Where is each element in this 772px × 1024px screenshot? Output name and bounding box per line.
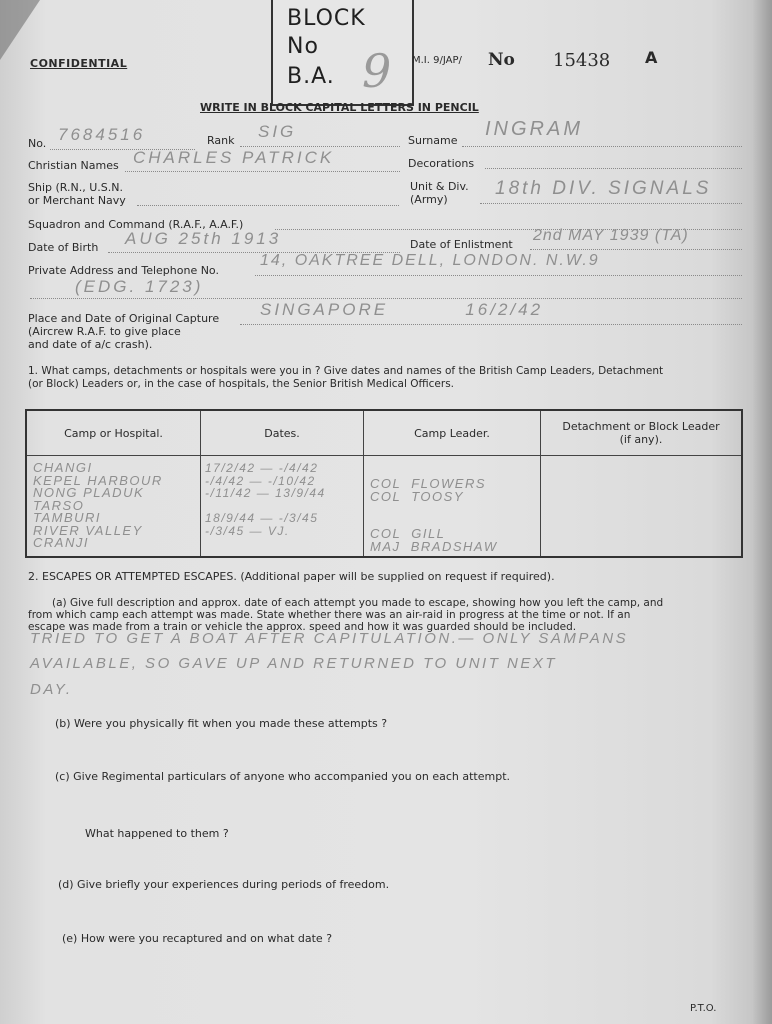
table-header-row bbox=[26, 410, 742, 456]
christian-names-value: CHARLES PATRICK bbox=[133, 148, 335, 167]
pto-label: P.T.O. bbox=[690, 1003, 717, 1014]
dob-value: AUG 25th 1913 bbox=[125, 229, 282, 248]
q1-text-2: (or Block) Leaders or, in the case of hospitals, the Senior British Medical Officers. bbox=[28, 378, 455, 390]
surname-line bbox=[462, 146, 742, 147]
dob-label: Date of Birth bbox=[28, 241, 99, 254]
address-value-2: (EDG. 1723) bbox=[75, 277, 204, 296]
unit-line bbox=[480, 203, 742, 204]
capture-line bbox=[240, 324, 742, 325]
ship-label-1: Ship (R.N., U.S.N. bbox=[28, 181, 123, 194]
unit-label-2: (Army) bbox=[410, 193, 448, 206]
capture-label-1: Place and Date of Original Capture bbox=[28, 312, 220, 325]
rank-value: SIG bbox=[258, 122, 297, 141]
ship-line bbox=[137, 205, 399, 206]
q2a-answer-2: AVAILABLE, SO GAVE UP AND RETURNED TO UNIT NEXT bbox=[30, 655, 558, 672]
confidential-label: CONFIDENTIAL bbox=[30, 57, 128, 70]
camps-table bbox=[25, 409, 743, 558]
unit-label-1: Unit & Div. bbox=[410, 180, 469, 193]
q2b-text: (b) Were you physically fit when you made these attempts ? bbox=[55, 717, 388, 730]
table-row bbox=[26, 456, 742, 558]
leaders-value: COL FLOWERS COL TOOSY COL GILL MAJ BRADSHAW bbox=[370, 476, 498, 554]
squadron-label: Squadron and Command (R.A.F., A.A.F.) bbox=[28, 218, 244, 231]
rank-label: Rank bbox=[207, 134, 235, 147]
address-value-1: 14, OAKTREE DELL, LONDON. N.W.9 bbox=[260, 252, 600, 269]
rank-line bbox=[240, 146, 400, 147]
q2-heading: 2. ESCAPES OR ATTEMPTED ESCAPES. (Additional paper will be supplied on request if required). bbox=[28, 570, 555, 583]
address-label: Private Address and Telephone No. bbox=[28, 264, 219, 277]
ship-label-2: or Merchant Navy bbox=[28, 194, 126, 207]
q2a-text-1: (a) Give full description and approx. date of each attempt you made to escape, showing how you left the camp, and bbox=[52, 597, 664, 609]
q2d-text: (d) Give briefly your experiences during periods of freedom. bbox=[58, 878, 390, 891]
capture-value: SINGAPORE 16/2/42 bbox=[260, 300, 544, 319]
instruction-heading: WRITE IN BLOCK CAPITAL LETTERS IN PENCIL bbox=[200, 101, 479, 114]
stamp-line-3: B.A. bbox=[287, 64, 335, 89]
service-number-value: 7684516 bbox=[58, 125, 146, 144]
q2a-answer-3: DAY. bbox=[30, 681, 73, 698]
christian-names-label: Christian Names bbox=[28, 159, 119, 172]
dates-value: 17/2/42 — -/4/42 -/4/42 — -/10/42 -/11/42 — 13/9/44 18/9/44 — -/3/45 -/3/45 — VJ. bbox=[205, 461, 326, 538]
camps-value: CHANGI KEPEL HARBOUR NONG PLADUK TARSO TAMBURI RIVER VALLEY CRANJI bbox=[33, 460, 163, 550]
enlistment-line bbox=[530, 249, 742, 250]
decorations-line bbox=[485, 168, 742, 169]
surname-label: Surname bbox=[408, 134, 458, 147]
col-camp-leader: Camp Leader. bbox=[364, 410, 541, 456]
page-edge-shadow bbox=[752, 0, 772, 1024]
unit-value: 18th DIV. SIGNALS bbox=[495, 178, 712, 199]
decorations-label: Decorations bbox=[408, 157, 475, 170]
col-dates: Dates. bbox=[201, 410, 364, 456]
torn-corner bbox=[0, 0, 40, 60]
no-label: No. bbox=[28, 137, 47, 150]
form-number: 15438 bbox=[553, 50, 611, 71]
col-camp: Camp or Hospital. bbox=[26, 410, 201, 456]
q2c-followup-text: What happened to them ? bbox=[85, 827, 229, 840]
capture-label-2: (Aircrew R.A.F. to give place bbox=[28, 325, 181, 338]
form-suffix: A bbox=[645, 48, 658, 67]
address-line-2 bbox=[30, 298, 742, 299]
q2a-text-3: escape was made from a train or vehicle the approx. speed and how it was guarded should be included. bbox=[28, 621, 577, 633]
q2e-text: (e) How were you recaptured and on what date ? bbox=[62, 932, 333, 945]
enlistment-label: Date of Enlistment bbox=[410, 238, 513, 251]
address-line-1 bbox=[255, 275, 742, 276]
enlistment-value: 2nd MAY 1939 (TA) bbox=[533, 227, 689, 244]
christian-line bbox=[125, 171, 400, 172]
q2a-text-2: from which camp each attempt was made. State whether there was an air-raid in progress at the time or not. If an bbox=[28, 609, 631, 621]
stamp-number: 9 bbox=[362, 44, 392, 98]
q2a-answer-1: TRIED TO GET A BOAT AFTER CAPITULATION.— ONLY SAMPANS bbox=[30, 630, 629, 647]
col-detachment-leader: Detachment or Block Leader (if any). bbox=[541, 410, 743, 456]
block-stamp bbox=[271, 0, 414, 106]
form-no-label: No bbox=[488, 50, 515, 70]
q1-text-1: 1. What camps, detachments or hospitals were you in ? Give dates and names of the British Camp Leaders, Detachment bbox=[28, 365, 664, 377]
stamp-line-1: BLOCK bbox=[287, 6, 366, 31]
ref-code: M.I. 9/JAP/ bbox=[412, 55, 462, 66]
stamp-line-2: No bbox=[287, 34, 319, 59]
q2c-text: (c) Give Regimental particulars of anyone who accompanied you on each attempt. bbox=[55, 770, 511, 783]
capture-label-3: and date of a/c crash). bbox=[28, 338, 153, 351]
surname-value: INGRAM bbox=[485, 118, 583, 140]
